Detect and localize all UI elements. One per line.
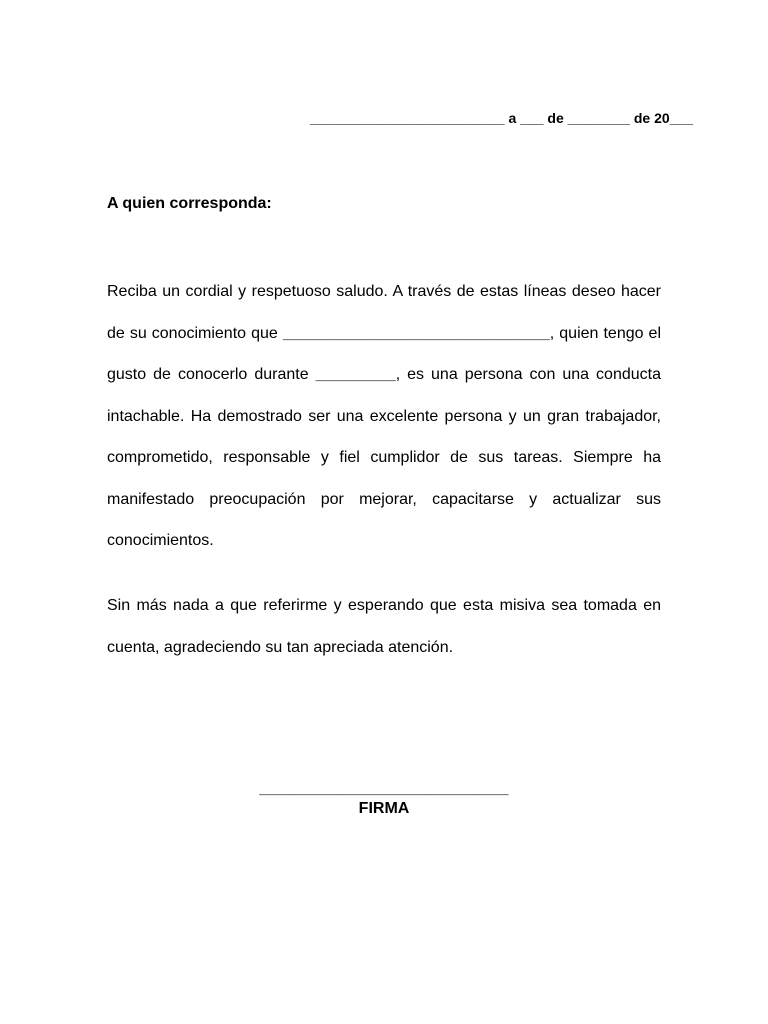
signature-line: ____________________________	[259, 780, 509, 797]
duration-blank: _________	[315, 366, 396, 383]
paragraph-1-intro: Reciba un cordial y respetuoso saludo. A través de estas líneas deseo hacer de su conocimiento que	[107, 283, 661, 342]
name-blank: ______________________________	[282, 324, 550, 342]
signature-block	[252, 780, 516, 818]
date-line: _________________________ a ___ de ________ de 20___	[309, 110, 693, 126]
body-paragraph-1	[107, 271, 661, 562]
paragraph-1-after-name: , quien tengo el gusto de conocerlo durante	[107, 324, 662, 383]
body-paragraph-2: Sin más nada a que referirme y esperando que esta misiva sea tomada en cuenta, agradeciendo su tan apreciada atención.	[107, 597, 661, 656]
paragraph-1-rest: , es una persona con una conducta intachable. Ha demostrado ser una excelente persona y un gran trabajador, comprometido, responsable y fiel cumplidor de sus tareas. Siempre ha manifestado preocupación por mejorar, capacitarse y actualizar sus conocimientos.	[107, 366, 661, 549]
salutation: A quien corresponda:	[107, 195, 272, 212]
signature-label: FIRMA	[358, 800, 410, 817]
